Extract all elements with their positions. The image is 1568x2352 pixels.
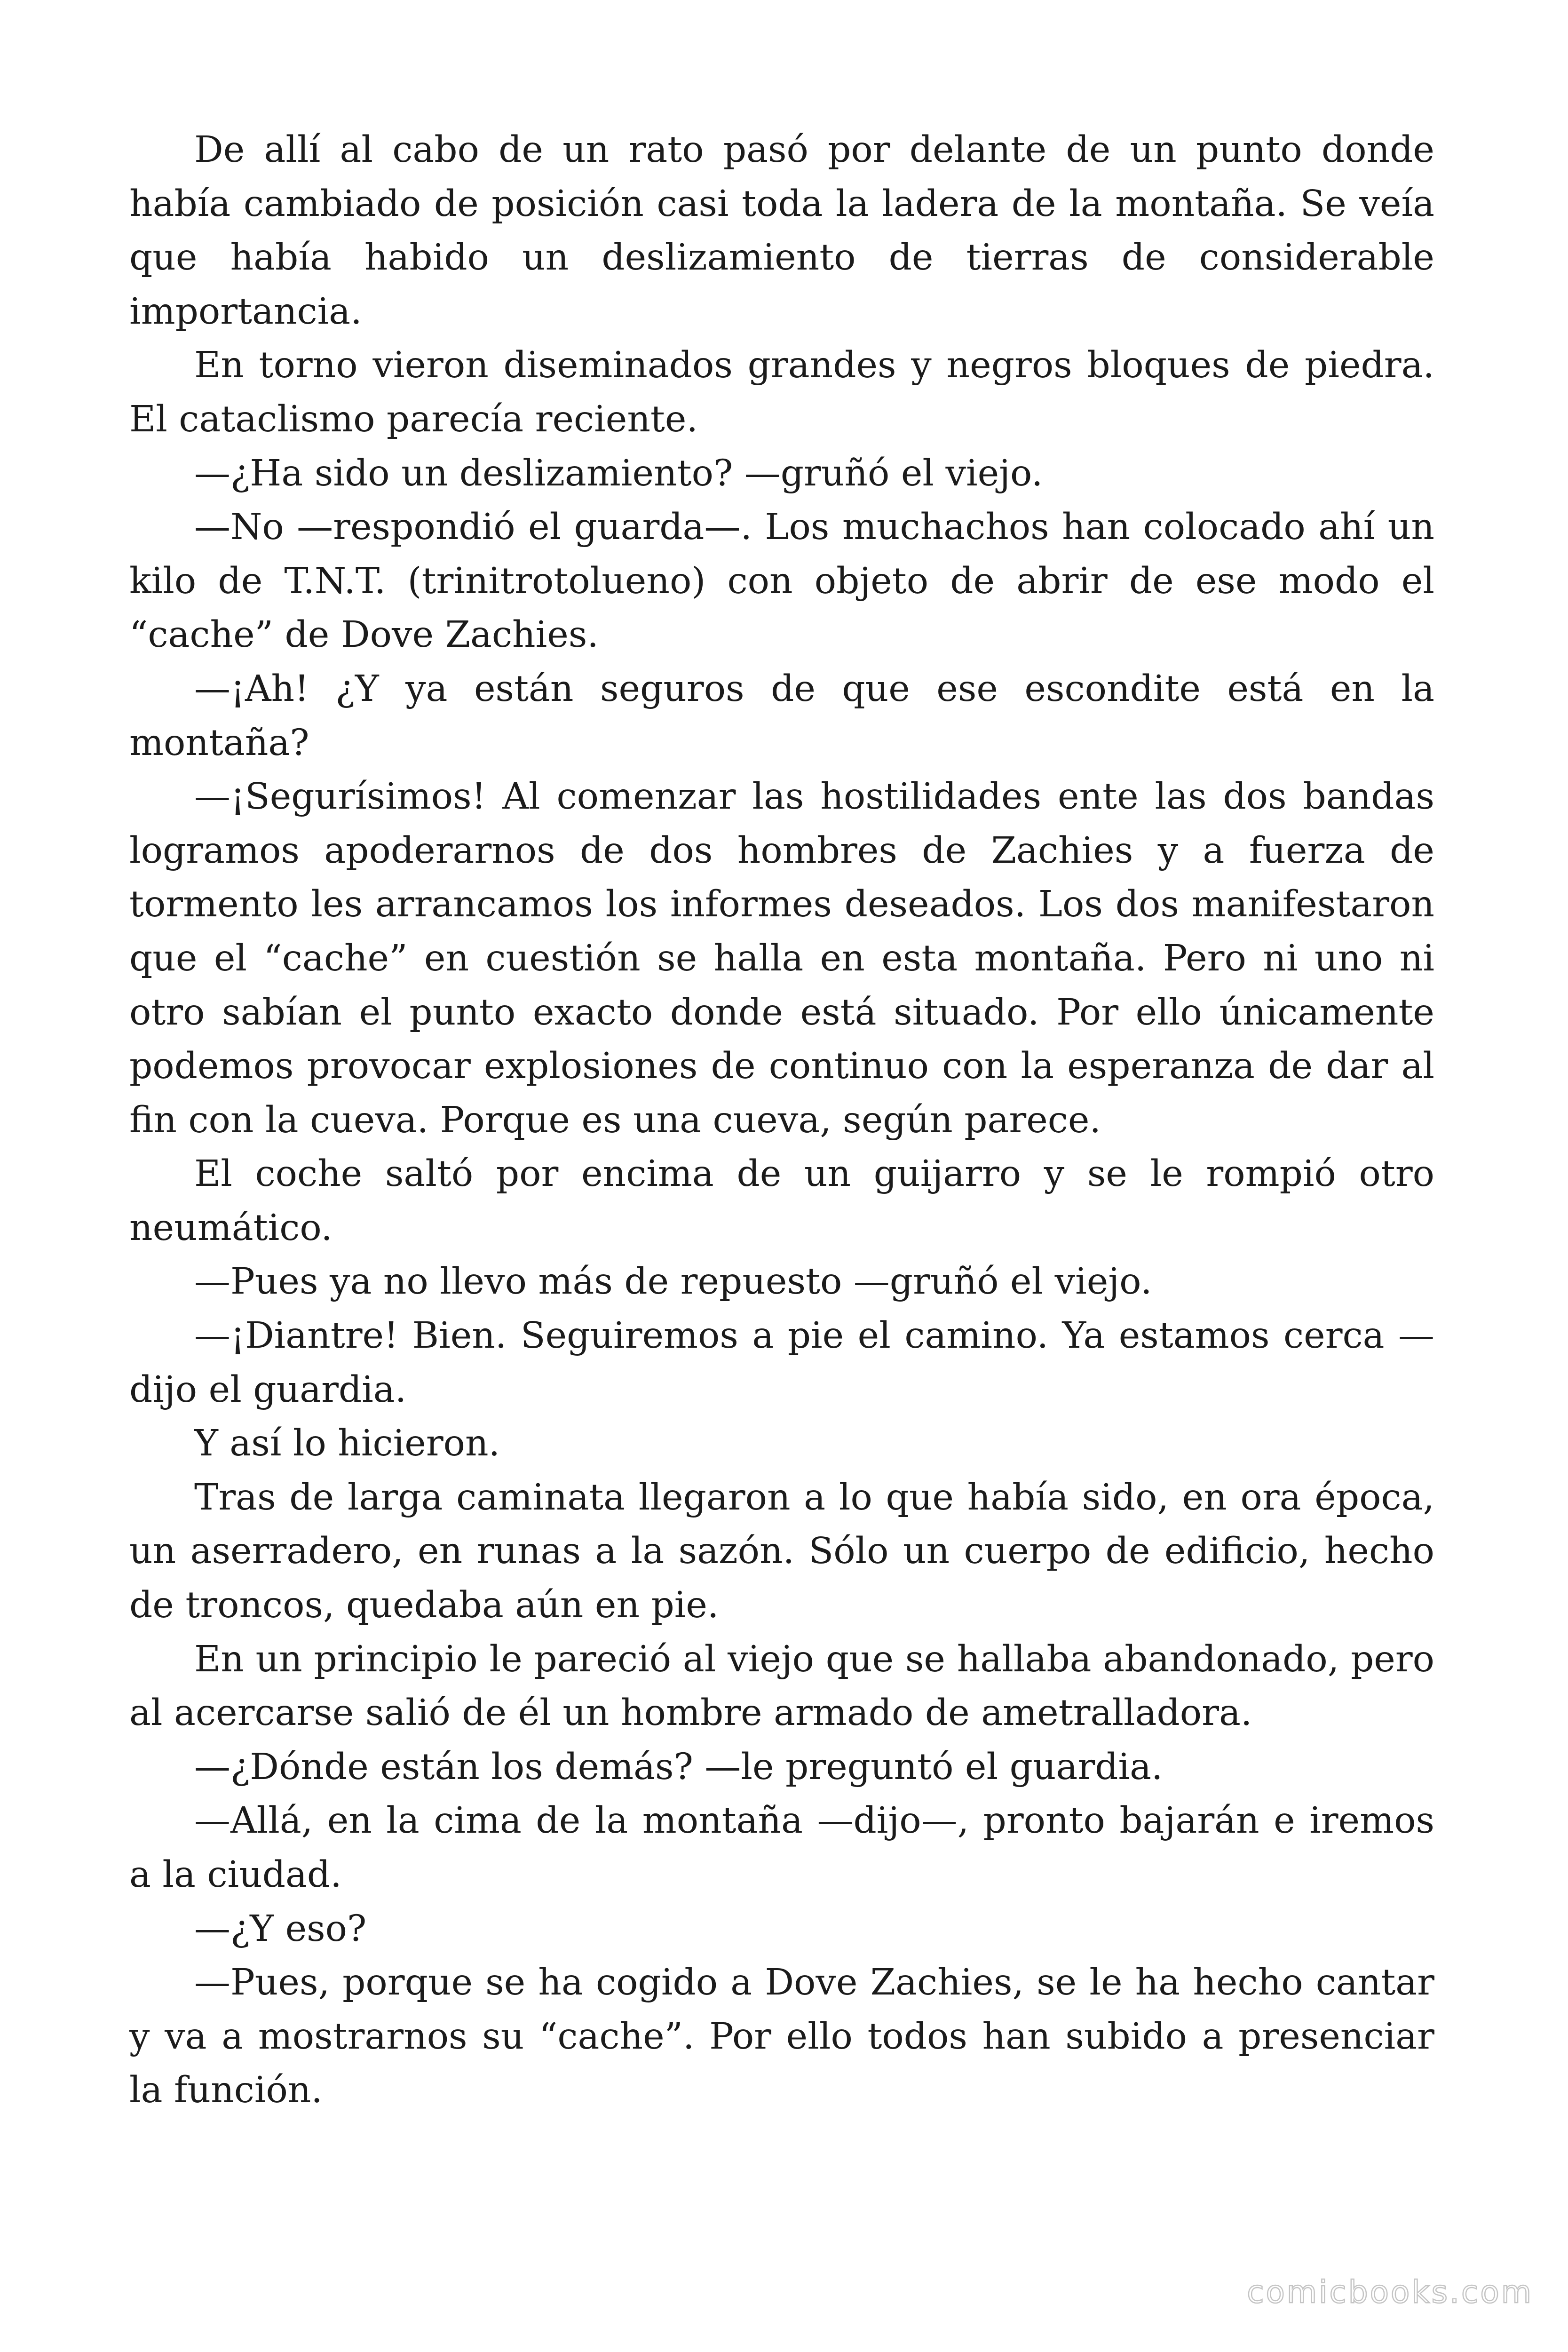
paragraph: Y así lo hicieron. [194,1422,500,1465]
body-text [129,123,1434,2118]
watermark [1162,2263,1538,2319]
paragraph: Tras de larga caminata llegaron a lo que había sido, en ora época, un aserradero, en runas a la sazón. Sólo un cuerpo de edificio, hecho de troncos, quedaba aún en pie. [129,1476,1434,1627]
paragraph: —¡Segurísimos! Al comenzar las hostilidades ente las dos bandas logramos apoderarnos de dos hombres de Zachies y a fuerza de tormento les arrancamos los informes deseados. Los dos manifestaron que el “cache” en cuestión se halla en esta montaña. Pero ni uno ni otro sabían el punto exacto donde está situado. Por ello únicamente podemos provocar explosiones de continuo con la esperanza de dar al fin con la cueva. Porque es una cueva, según parece. [129,776,1434,1141]
paragraph: —¡Diantre! Bien. Seguiremos a pie el camino. Ya estamos cerca —dijo el guardia. [129,1315,1434,1411]
paragraph: —¿Y eso? [194,1907,367,1950]
paragraph: —Allá, en la cima de la montaña —dijo—, pronto bajarán e iremos a la ciudad. [129,1800,1434,1896]
paragraph: En un principio le pareció al viejo que se hallaba abandonado, pero al acercarse salió de él un hombre armado de ametralladora. [129,1638,1434,1734]
paragraph: —¿Dónde están los demás? —le preguntó el guardia. [194,1746,1163,1788]
paragraph: —No —respondió el guarda—. Los muchachos han colocado ahí un kilo de T.N.T. (trinitrotolueno) con objeto de abrir de ese modo el “cache” de Dove Zachies. [129,506,1434,656]
paragraph: El coche saltó por encima de un guijarro y se le rompió otro neumático. [129,1153,1434,1249]
paragraph: —¡Ah! ¿Y ya están seguros de que ese escondite está en la montaña? [129,667,1434,764]
paragraph: —Pues, porque se ha cogido a Dove Zachies, se le ha hecho cantar y va a mostrarnos su “cache”. Por ello todos han subido a presenciar la función. [129,1962,1434,2112]
paragraph: —¿Ha sido un deslizamiento? —gruñó el viejo. [194,452,1043,494]
paragraph: De allí al cabo de un rato pasó por delante de un punto donde había cambiado de posición casi toda la ladera de la montaña. Se veía que había habido un deslizamiento de tierras de considerable importancia. [129,129,1434,333]
paragraph: —Pues ya no llevo más de repuesto —gruñó el viejo. [194,1261,1152,1303]
watermark-text: comicbooks.com [1247,2274,1533,2310]
paragraph: En torno vieron diseminados grandes y negros bloques de piedra. El cataclismo parecía reciente. [129,344,1434,440]
